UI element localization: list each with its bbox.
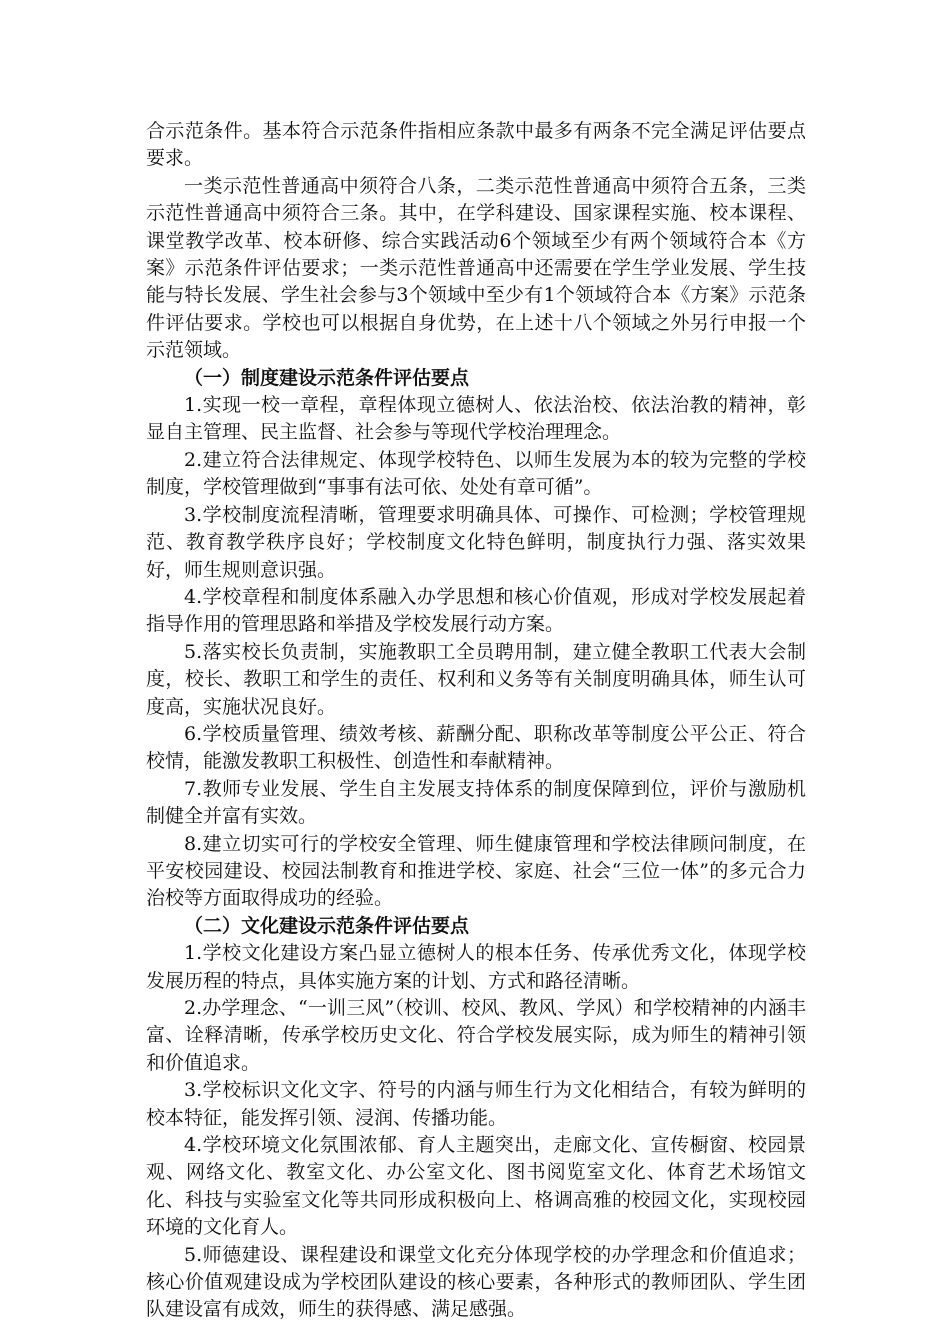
section-heading-institution: （一）制度建设示范条件评估要点 <box>184 366 470 389</box>
section2-item: 5.师德建设、课程建设和课堂文化充分体现学校的办学理念和价值追求；核心价值观建设成为学校团队建设的核心要素，各种形式的教师团队、学生团队建设富有成效，师生的获得感、满足感强。 <box>146 1243 806 1321</box>
section1-item: 8.建立切实可行的学校安全管理、师生健康管理和学校法律顾问制度，在平安校园建设、校园法制教育和推进学校、家庭、社会“三位一体”的多元合力治校等方面取得成功的经验。 <box>146 832 806 910</box>
section2-item: 2.办学理念、“一训三风”（校训、校风、教风、学风）和学校精神的内涵丰富、诠释清晰，传承学校历史文化、符合学校发展实际，成为师生的精神引领和价值追求。 <box>146 997 806 1074</box>
section1-item: 3.学校制度流程清晰，管理要求明确具体、可操作、可检测；学校管理规范、教育教学秩序良好；学校制度文化特色鲜明，制度执行力强、落实效果好，师生规则意识强。 <box>146 503 806 581</box>
section1-item: 1.实现一校一章程，章程体现立德树人、依法治校、依法治教的精神，彰显自主管理、民主监督、社会参与等现代学校治理理念。 <box>146 394 806 444</box>
section-heading-culture: （二）文化建设示范条件评估要点 <box>184 914 470 937</box>
section2-item: 3.学校标识文化文字、符号的内涵与师生行为文化相结合，有较为鲜明的校本特征，能发挥引领、浸润、传播功能。 <box>146 1079 806 1129</box>
document-page <box>146 118 806 1324</box>
section2-item: 1.学校文化建设方案凸显立德树人的根本任务、传承优秀文化，体现学校发展历程的特点，具体实施方案的计划、方式和路径清晰。 <box>146 942 806 992</box>
section1-item: 7.教师专业发展、学生自主发展支持体系的制度保障到位，评价与激励机制健全并富有实效。 <box>146 777 806 828</box>
section1-item: 2.建立符合法律规定、体现学校特色、以师生发展为本的较为完整的学校制度，学校管理做到“事事有法可依、处处有章可循”。 <box>146 448 806 499</box>
section2-item: 4.学校环境文化氛围浓郁、育人主题突出，走廊文化、宣传橱窗、校园景观、网络文化、教室文化、办公室文化、图书阅览室文化、体育艺术场馆文化、科技与实验室文化等共同形成积极向上、格调高雅的校园文化，实现校园环境的文化育人。 <box>146 1134 806 1239</box>
intro-paragraph: 一类示范性普通高中须符合八条，二类示范性普通高中须符合五条，三类示范性普通高中须符合三条。其中，在学科建设、国家课程实施、校本课程、课堂教学改革、校本研修、综合实践活动6个领域至少有两个领域符合本《方案》示范条件评估要求；一类示范性普通高中还需要在学生学业发展、学生技能与特长发展、学生社会参与3个领域中至少有1个领域符合本《方案》示范条件评估要求。学校也可以根据自身优势，在上述十八个领域之外另行申报一个示范领域。 <box>146 174 806 362</box>
section1-item: 5.落实校长负责制，实施教职工全员聘用制，建立健全教职工代表大会制度，校长、教职工和学生的责任、权利和义务等有关制度明确具体，师生认可度高，实施状况良好。 <box>146 640 806 718</box>
section1-item: 6.学校质量管理、绩效考核、薪酬分配、职称改革等制度公平公正、符合校情，能激发教职工积极性、创造性和奉献精神。 <box>146 722 806 773</box>
section1-item: 4.学校章程和制度体系融入办学思想和核心价值观，形成对学校发展起着指导作用的管理思路和举措及学校发展行动方案。 <box>146 585 806 636</box>
intro-paragraph-continued: 合示范条件。基本符合示范条件指相应条款中最多有两条不完全满足评估要点要求。 <box>146 120 806 170</box>
